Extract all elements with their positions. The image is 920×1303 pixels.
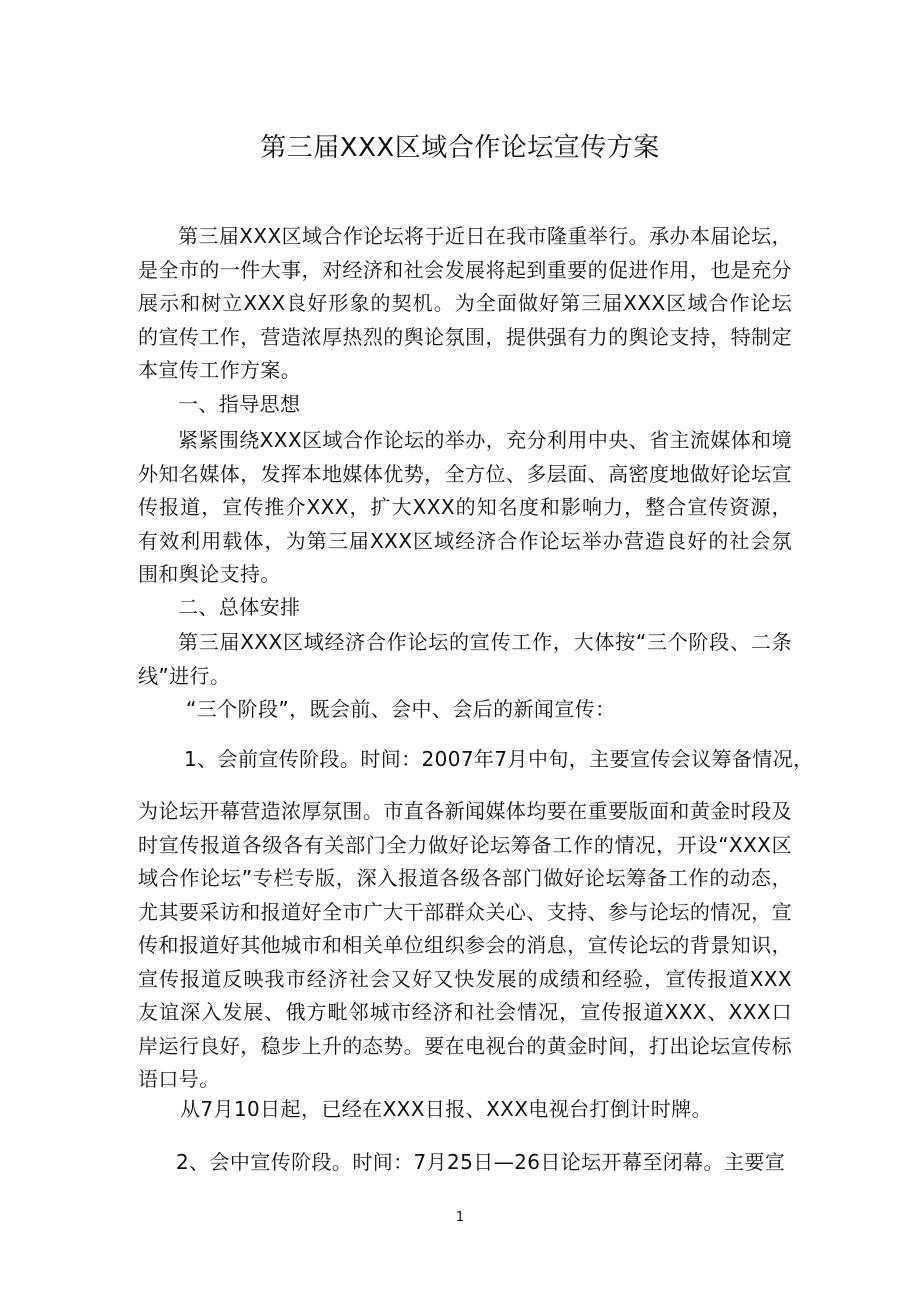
overall-arrangement-paragraph: 第三届XXX区域经济合作论坛的宣传工作，大体按“三个阶段、二条线”进行。 — [138, 630, 792, 688]
page-number: 1 — [455, 1210, 465, 1225]
section-heading-guiding-ideology: 一、指导思想 — [178, 392, 301, 416]
stage2-first-line: 2、会中宣传阶段。时间：7月25日—26日论坛开幕至闭幕。主要宣 — [176, 1150, 786, 1174]
guiding-ideology-paragraph: 紧紧围绕XXX区域合作论坛的举办，充分利用中央、省主流媒体和境外知名媒体，发挥本地媒体优势，全方位、多层面、高密度地做好论坛宣传报道，宣传推介XXX，扩大XXX的知名度和影响力，整合宣传资源，有效利用载体，为第三届XXX区域经济合作论坛举办营造良好的社会氛围和舆论支持。 — [138, 428, 792, 586]
stage1-paragraph: 为论坛开幕营造浓厚氛围。市直各新闻媒体均要在重要版面和黄金时段及时宣传报道各级各有关部门全力做好论坛筹备工作的情况，开设“XXX区域合作论坛”专栏专版，深入报道各级各部门做好论坛筹备工作的动态，尤其要采访和报道好全市广大干部群众关心、支持、参与论坛的情况，宣传和报道好其他城市和相关单位组织参会的消息，宣传论坛的背景知识，宣传报道反映我市经济社会又好又快发展的成绩和经验，宣传报道XXX友谊深入发展、俄方毗邻城市经济和社会情况，宣传报道XXX、XXX口岸运行良好，稳步上升的态势。要在电视台的黄金时间，打出论坛宣传标语口号。 — [138, 799, 792, 1091]
countdown-line: 从7月10日起，已经在XXX日报、XXX电视台打倒计时牌。 — [180, 1097, 712, 1121]
three-stages-line: “三个阶段”，既会前、会中、会后的新闻宣传： — [186, 697, 616, 721]
section-heading-overall-arrangement: 二、总体安排 — [178, 595, 301, 619]
document-title: 第三届XXX区域合作论坛宣传方案 — [260, 133, 660, 163]
intro-paragraph: 第三届XXX区域合作论坛将于近日在我市隆重举行。承办本届论坛，是全市的一件大事，对经济和社会发展将起到重要的促进作用，也是充分展示和树立XXX良好形象的契机。为全面做好第三届XXX区域合作论坛的宣传工作，营造浓厚热烈的舆论氛围，提供强有力的舆论支持，特制定本宣传工作方案。 — [138, 224, 792, 382]
stage1-first-line: 1、会前宣传阶段。时间：2007年7月中旬，主要宣传会议筹备情况， — [184, 747, 814, 771]
